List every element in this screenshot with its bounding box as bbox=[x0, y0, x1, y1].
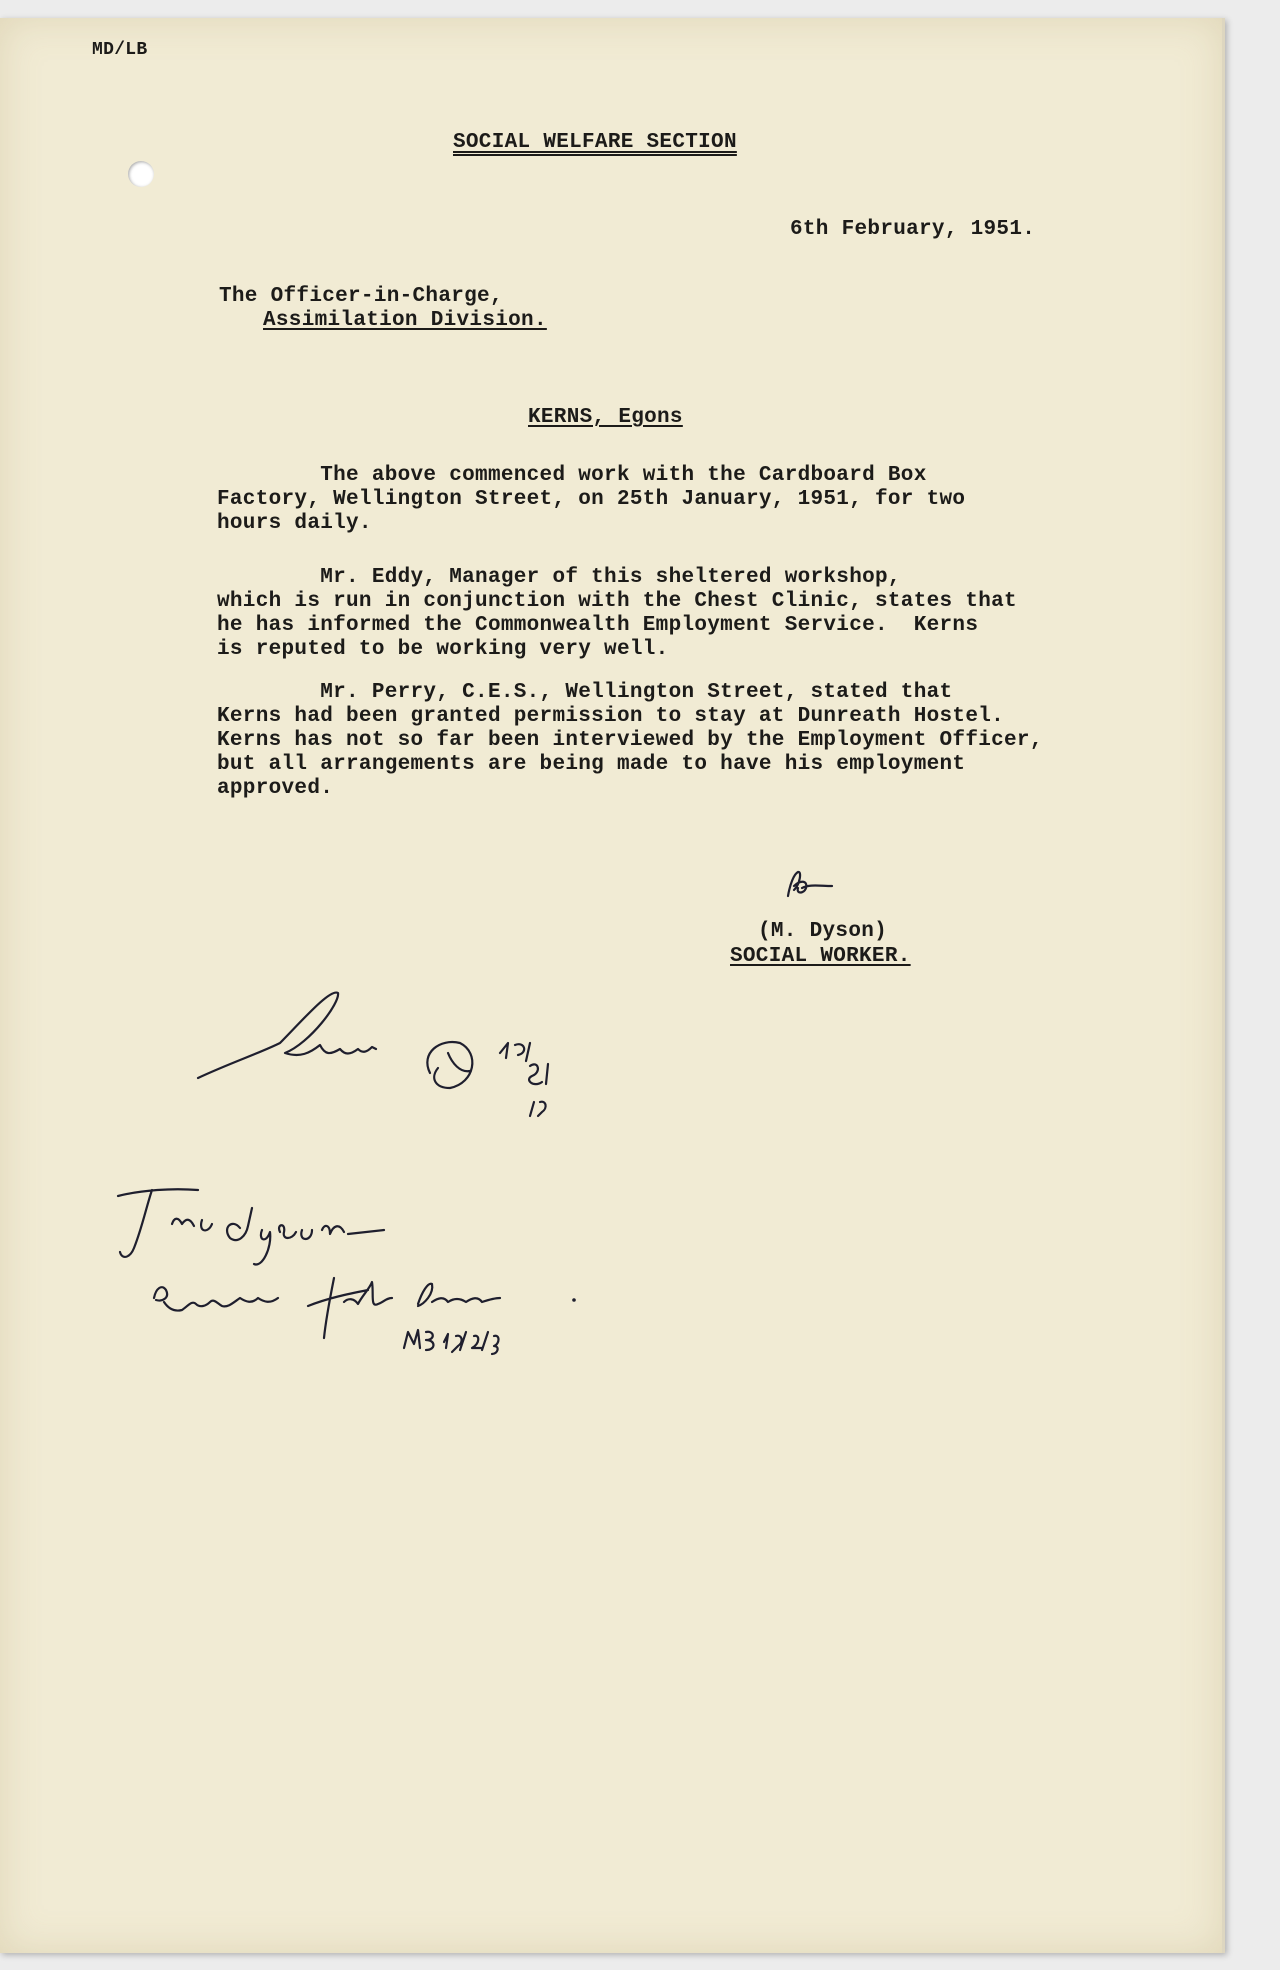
addressee-line-2: Assimilation Division. bbox=[263, 309, 547, 332]
signature-initials bbox=[780, 866, 840, 906]
handwritten-initials-date bbox=[400, 1318, 530, 1368]
section-heading: SOCIAL WELFARE SECTION bbox=[453, 131, 737, 154]
file-reference: MD/LB bbox=[92, 40, 148, 60]
subject-line: KERNS, Egons bbox=[528, 406, 683, 429]
paragraph-2: Mr. Eddy, Manager of this sheltered workshop, which is run in conjunction with the Chest Clinic, states that he has informed the Commonwealth Employment Service. Kerns is reputed to be working very well. bbox=[217, 566, 1017, 661]
signatory-title: SOCIAL WORKER. bbox=[730, 945, 911, 968]
paragraph-1: The above commenced work with the Cardboard Box Factory, Wellington Street, on 25th January, 1951, for two hours daily. bbox=[217, 464, 966, 535]
document-page bbox=[0, 18, 1225, 1953]
letter-date: 6th February, 1951. bbox=[790, 218, 1036, 241]
paragraph-3: Mr. Perry, C.E.S., Wellington Street, stated that Kerns had been granted permission to stay at Dunreath Hostel. Kerns has not so far been interviewed by the Employment Officer, but all arrangements are being made to have his employment approved. bbox=[217, 681, 1043, 800]
signatory-name: (M. Dyson) bbox=[758, 920, 888, 943]
handwritten-date-fragment bbox=[520, 1058, 580, 1128]
addressee-line-1: The Officer-in-Charge, bbox=[219, 285, 503, 308]
punch-hole bbox=[128, 161, 154, 187]
